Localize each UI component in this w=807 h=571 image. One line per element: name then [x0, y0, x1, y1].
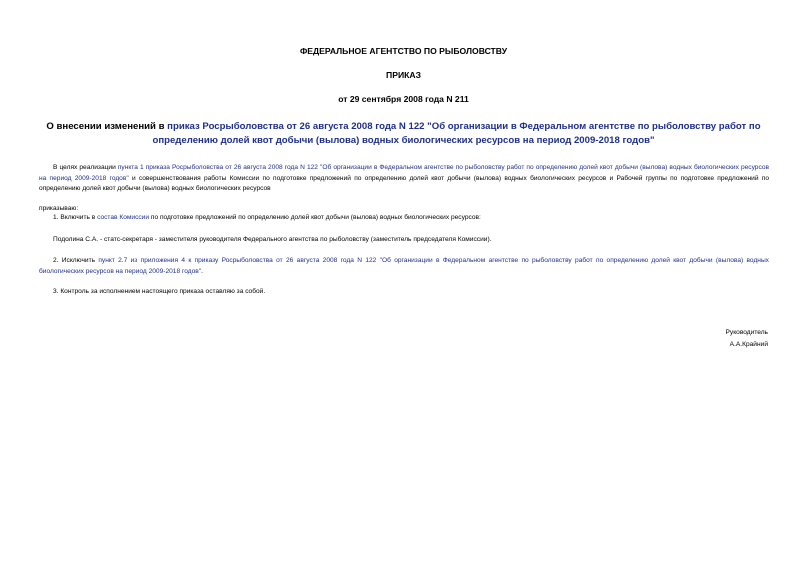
preamble-link[interactable]: пункта 1 приказа Росрыболовства от 26 августа 2008 года N 122 "Об организации в Федеральном агентстве по рыболовству работ по определению долей квот добычи (вылова) водных биологических ресурсов на период 2009-2018 годов": [39, 164, 770, 182]
appendix-link[interactable]: пункт 2.7 из приложения 4 к приказу Росрыболовства от 26 августа 2008 года N 122 "Об организации в Федеральном агентстве по рыболовству работ по определению долей квот добычи (вылова) водных биологических ресурсов на период 2009-2018 годов": [39, 257, 769, 275]
order-word: приказываю:: [39, 205, 79, 212]
document-type: ПРИКАЗ: [386, 70, 421, 80]
preamble-paragraph: [39, 163, 769, 195]
signature-block: [726, 327, 768, 351]
preamble-text-start: В целях реализации: [53, 164, 118, 171]
signature-role: Руководитель: [725, 329, 768, 336]
commission-link[interactable]: состав Комиссии: [97, 214, 150, 221]
signature-name: А.А.Крайний: [729, 341, 768, 348]
document-title: [28, 120, 779, 147]
clause-1: [39, 213, 769, 224]
clause-3: 3. Контроль за исполнением настоящего приказа оставляю за собой.: [53, 288, 266, 295]
clause-2-start: 2. Исключить: [53, 257, 99, 264]
clause-1-end: по подготовке предложений по определению долей квот добычи (вылова) водных биологических ресурсов:: [149, 214, 481, 221]
clause-1-member: Подолина С.А. - статс-секретаря - заместителя руководителя Федерального агентства по рыболовству (заместитель председателя Комиссии).: [53, 236, 492, 243]
title-link[interactable]: приказ Росрыболовства от 26 августа 2008 года N 122 "Об организации в Федеральном агентстве по рыболовству работ по определению долей квот добычи (вылова) водных биологических ресурсов на период 2009-2018 годов": [152, 121, 761, 146]
preamble-text-end: и совершенствования работы Комиссии по подготовке предложений по определению долей квот добычи (вылова) водных биологических ресурсов и Рабочей группы по подготовке предложений по определению долей квот добычи (вылова) водных биологических ресурсов: [39, 174, 770, 192]
agency-name: ФЕДЕРАЛЬНОЕ АГЕНТСТВО ПО РЫБОЛОВСТВУ: [299, 46, 508, 56]
clause-1-start: 1. Включить в: [53, 214, 98, 221]
order-date-number: от 29 сентября 2008 года N 211: [338, 94, 469, 104]
clause-2: [39, 256, 769, 277]
title-prefix: О внесении изменений в: [46, 121, 168, 132]
clause-2-end: .: [201, 267, 203, 275]
